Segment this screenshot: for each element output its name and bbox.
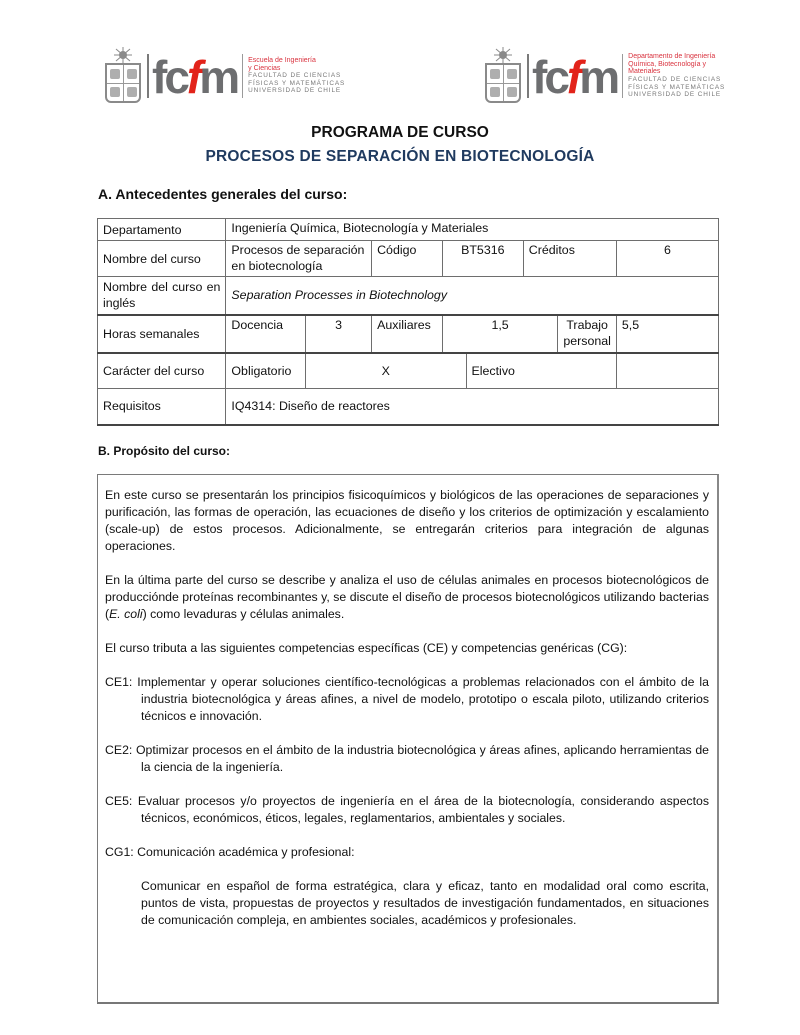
- codigo-label: Código: [372, 241, 443, 277]
- auxiliares-label: Auxiliares: [372, 315, 443, 353]
- organism-name: E. coli: [109, 607, 143, 621]
- competency-code: CG1:: [105, 845, 134, 859]
- competency-text: Optimizar procesos en el ámbito de la industria biotecnológica y áreas afines, aplicando herramientas de la ciencia de la ingeniería.: [135, 743, 710, 774]
- departamento-label: Departamento: [98, 219, 226, 241]
- competency-text: Comunicar en español de forma estratégica, clara y eficaz, tanto en modalidad oral como escrita, puntos de vista, propuestas de proyectos y resultados de investigación fundamentados, en situaciones de comunicación compleja, en ambientes sociales, académicos y profesionales.: [141, 879, 709, 927]
- caracter-label: Carácter del curso: [98, 353, 226, 389]
- course-info-table: [97, 218, 719, 426]
- creditos-label: Créditos: [523, 241, 616, 277]
- nombre-ingles-value: Separation Processes in Biotechnology: [226, 277, 719, 315]
- requisitos-value: IQ4314: Diseño de reactores: [226, 389, 719, 425]
- obligatorio-label: Obligatorio: [226, 353, 306, 389]
- docencia-value: 3: [306, 315, 372, 353]
- fcfm-wordmark: fcfm: [532, 51, 618, 103]
- divider: [242, 54, 243, 98]
- nombre-curso-value: Procesos de separación en biotecnología: [226, 241, 372, 277]
- competency-text: Implementar y operar soluciones científico-tecnológicas a problemas relacionados con el ámbito de la industria biotecnológica y áreas afines, a nivel de modelo, prototipo o escala piloto, utilizando criterios técnicos e innovación.: [137, 675, 710, 723]
- creditos-value: 6: [616, 241, 718, 277]
- requisitos-label: Requisitos: [98, 389, 226, 425]
- university-crest-icon: [484, 47, 522, 105]
- trabajo-personal-label: Trabajo personal: [558, 315, 617, 353]
- codigo-value: BT5316: [442, 241, 523, 277]
- competency-ce1: [105, 674, 709, 725]
- fcfm-wordmark: fcfm: [152, 51, 238, 103]
- competency-text: Evaluar procesos y/o proyectos de ingeniería en el área de la biotecnología, considerando aspectos técnicos, económicos, éticos, legales, reglamentarios, ambientales y sociales.: [137, 794, 709, 825]
- document-title: PROGRAMA DE CURSO: [311, 124, 489, 141]
- table-row: [98, 315, 719, 353]
- divider: [147, 54, 149, 98]
- docencia-label: Docencia: [226, 315, 306, 353]
- trabajo-personal-value: 5,5: [616, 315, 718, 353]
- purpose-paragraph-1: En este curso se presentarán los principios fisicoquímicos y biológicos de las operaciones de separaciones y purificación, las formas de operación, las ecuaciones de diseño y los criterios de optimización y escalamiento (scale-up) de estos procesos. Adicionalmente, se entregarán criterios para integración de algunas operaciones.: [105, 488, 709, 553]
- table-row: [98, 241, 719, 277]
- competency-ce2: [105, 742, 709, 776]
- competency-cg1: [105, 844, 709, 929]
- horas-semanales-label: Horas semanales: [98, 315, 226, 353]
- purpose-paragraph-3: El curso tributa a las siguientes competencias específicas (CE) y competencias genéricas (CG):: [105, 641, 628, 655]
- purpose-paragraph-2: En la última parte del curso se describe y analiza el uso de células animales en procesos biotecnológicos de producciónde proteínas recombinantes y, se discute el diseño de procesos biotecnológicos utilizando bacterias (E. coli) como levaduras y células animales.: [105, 573, 709, 621]
- electivo-label: Electivo: [466, 353, 616, 389]
- competency-code: CE5:: [105, 794, 133, 808]
- competency-code: CE2:: [105, 743, 133, 757]
- fcfm-escuela-logo: [104, 46, 345, 106]
- departamento-value: Ingeniería Química, Biotecnología y Materiales: [226, 219, 719, 241]
- section-b-heading: B. Propósito del curso:: [98, 444, 231, 458]
- purpose-box: [97, 474, 719, 1004]
- competency-title: Comunicación académica y profesional:: [137, 845, 355, 859]
- university-crest-icon: [104, 47, 142, 105]
- competency-ce5: [105, 793, 709, 827]
- logo-text: Departamento de Ingeniería Química, Biotecnología y Materiales FACULTAD DE CIENCIAS FÍSICAS Y MATEMÁTICAS UNIVERSIDAD DE CHILE: [628, 53, 726, 99]
- course-title: PROCESOS DE SEPARACIÓN EN BIOTECNOLOGÍA: [205, 148, 595, 165]
- section-a-heading: A. Antecedentes generales del curso:: [98, 186, 348, 202]
- competency-code: CE1:: [105, 675, 133, 689]
- divider: [527, 54, 529, 98]
- fcfm-departamento-logo: [484, 46, 725, 106]
- table-row: [98, 277, 719, 315]
- divider: [622, 54, 623, 98]
- electivo-mark: [616, 353, 718, 389]
- table-row: [98, 353, 719, 389]
- table-row: [98, 219, 719, 241]
- logo-text: Escuela de Ingeniería y Ciencias FACULTAD DE CIENCIAS FÍSICAS Y MATEMÁTICAS UNIVERSIDAD DE CHILE: [248, 57, 346, 95]
- auxiliares-value: 1,5: [442, 315, 558, 353]
- sun-rays-icon: [113, 47, 133, 63]
- obligatorio-mark: X: [306, 353, 466, 389]
- sun-rays-icon: [493, 47, 513, 63]
- table-row: [98, 389, 719, 425]
- nombre-curso-label: Nombre del curso: [98, 241, 226, 277]
- nombre-ingles-label: Nombre del curso en inglés: [98, 277, 226, 315]
